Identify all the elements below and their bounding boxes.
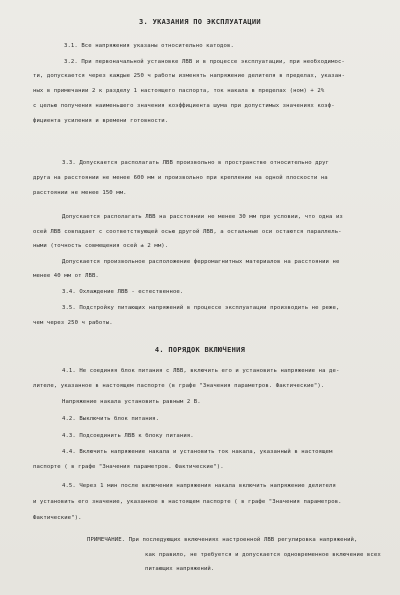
text-line: ти, допускается через каждые 250 ч работы изменять напряжение делителя в пределах, указан-: [33, 73, 346, 79]
note-line: как правило, не требуется и допускается одновременное включение всех: [145, 552, 381, 558]
text-line: ных в примечании 2 к разделу 1 настоящего паспорта, ток накала в пределах (ном) + 2%: [33, 88, 325, 94]
text-line: друга на расстоянии не менее 600 мм и произвольно при креплении на одной плоскости на: [33, 175, 328, 181]
text-line: расстоянии не менее 150 мм.: [33, 190, 127, 196]
note-line: питающих напряжений.: [145, 566, 215, 572]
text-line: паспорте ( в графе "Значения параметров. Фактические").: [33, 464, 224, 470]
text-line: фициента усиления и времени готовности.: [33, 118, 169, 124]
text-line: 4.1. Не соединяя блок питания с ЛВВ, включить его и установить напряжение на де-: [62, 368, 340, 374]
text-line: 3.5. Подстройку питающих напряжений в процессе эксплуатации производить не реже,: [62, 305, 340, 311]
text-line: 4.2. Выключить блок питания.: [62, 416, 160, 422]
text-line: 4.5. Через 1 мин после включения напряжения накала включить напряжение делителя: [62, 483, 336, 489]
text-line: с целью получения наименьшего значения коэффициента шума при допустимых значениях коэф-: [33, 103, 335, 109]
text-line: лителе, указанное в настоящем паспорте (в графе "Значения параметров. Фактические").: [33, 383, 325, 389]
text-line: 4.4. Включить напряжение накала и установить ток накала, указанный в настоящем: [62, 449, 333, 455]
text-line: и установить его значение, указанное в настоящем паспорте ( в графе "Значения параметров.: [33, 499, 342, 505]
text-line: 3.4. Охлаждение ЛВВ - естественное.: [62, 289, 184, 295]
note-line: ПРИМЕЧАНИЕ. При последующих включениях настроенной ЛВВ регулировка напряжений,: [87, 537, 358, 543]
text-line: чем через 250 ч работы.: [33, 320, 113, 326]
text-line: осей ЛВВ совпадает с соответствующей осью другой ЛВВ, а остальные оси остаются параллель-: [33, 229, 342, 235]
section-3-heading: 3. УКАЗАНИЯ ПО ЭКСПЛУАТАЦИИ: [139, 18, 261, 26]
text-line: 3.3. Допускается располагать ЛВВ произвольно в пространстве относительно друг: [62, 160, 330, 166]
text-line: 3.2. При первоначальной установке ЛВВ и в процессе эксплуатации, при необходимос-: [64, 59, 345, 65]
text-line: менее 40 мм от ЛВВ.: [33, 273, 99, 279]
text-line: Фактические").: [33, 515, 82, 521]
text-line: 4.3. Подсоединить ЛВВ к блоку питания.: [62, 433, 194, 439]
text-line: Допускается произвольное расположение ферромагнитных материалов на расстоянии не: [62, 259, 340, 265]
text-line: Напряжение накала установить равным 2 В.: [62, 399, 201, 405]
text-line: ными (точность совмещения осей ± 2 мм).: [33, 243, 169, 249]
text-line: 3.1. Все напряжения указаны относительно катодов.: [64, 43, 234, 49]
text-line: Допускается располагать ЛВВ на расстоянии не менее 30 мм при условии, что одна из: [62, 214, 343, 220]
section-4-heading: 4. ПОРЯДОК ВКЛЮЧЕНИЯ: [154, 346, 246, 354]
